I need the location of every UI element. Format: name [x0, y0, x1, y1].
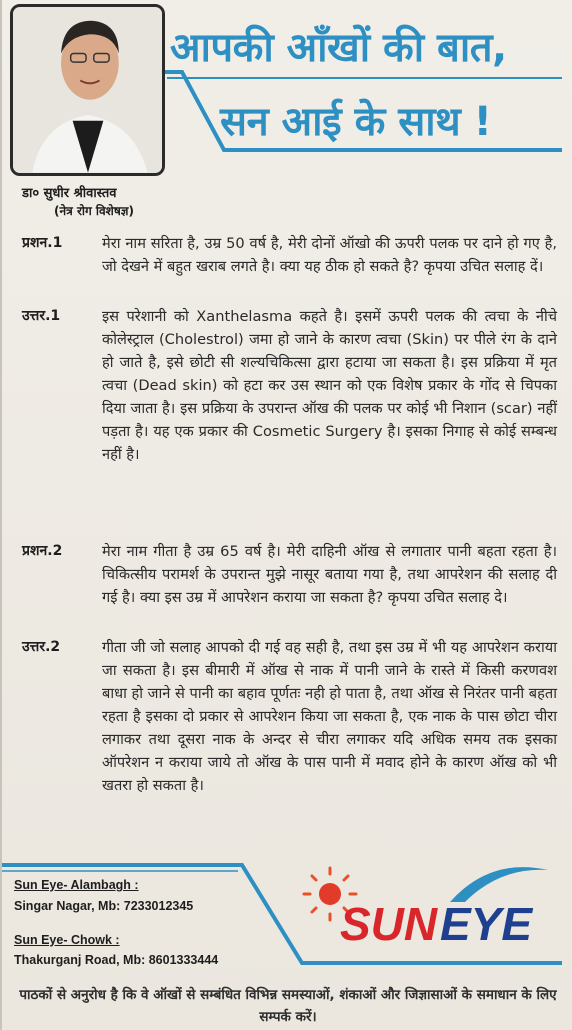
question-2-text: मेरा नाम गीता है उम्र 65 वर्ष है। मेरी दाहिनी ऑख से लगातार पानी बहता रहता है। चिकित्सीय परामर्श के उपरान्त मुझे नासूर बताया गया है, तथा आपरेशन की सलाह दी गई है। क्या इस उम्र में आपरेशन कराया जा सकता है? कृपया उचित सलाह दे। — [102, 543, 557, 606]
answer-1-label: उत्तर.1 — [22, 308, 61, 324]
answer-1 — [22, 305, 557, 466]
branch-1-address: Singar Nagar, Mb: 7233012345 — [14, 899, 194, 913]
question-1 — [22, 232, 557, 278]
doctor-photo — [10, 4, 165, 176]
answer-1-text: इस परेशानी को Xanthelasma कहते है। इसमें ऊपरी पलक की त्वचा के नीचे कोलेस्ट्राल (Cholestrol) जमा हो जाने के कारण त्वचा (Skin) पर पीले रंग के दाने हो जाते है, इसे छोटी सी शल्यचिकित्सा द्वारा हटाया जा सकता है। इस प्रक्रिया में मृत त्वचा (Dead skin) को हटा कर उस स्थान को एक विशेष प्रकार के गोंद से चिपका दिया जाता है। इस प्रक्रिया के उपरान्त ऑख की पलक पर कोई भी निशान (scar) नहीं पड़ता है। यह एक प्रकार की Cosmetic Surgery है। इसका निगाह से कोई सम्बन्ध नहीं है। — [102, 308, 557, 463]
branch-1-name: Sun Eye- Alambagh : — [14, 878, 139, 892]
branch-2-name: Sun Eye- Chowk : — [14, 933, 120, 947]
answer-2 — [22, 636, 557, 797]
headline-line-1: आपकी आँखों की बात, — [170, 25, 507, 71]
logo-word-sun: SUN — [340, 898, 438, 950]
doctor-specialty: (नेत्र रोग विशेषज्ञ) — [54, 204, 134, 218]
question-2-label: प्रशन.2 — [22, 543, 63, 559]
sun-eye-logo — [300, 862, 550, 952]
answer-2-text: गीता जी जो सलाह आपको दी गई वह सही है, तथा इस उम्र में भी यह आपरेशन कराया जा सकता है। इस बीमारी में ऑख से नाक में पानी जाने के रास्ते में किसी करणवश बाधा हो जाने से पानी का बहाव पूर्णतः नही हो पाता है, तथा ऑख से निरंतर पानी बहता रहता है इसका दो प्रकार से आपरेशन किया जा सकता है, एक नाक के पास छोटा चीरा लगाकर तथा दूसरा नाक के अन्दर से चीरा लगाकर यदि अधिक समय तक इसका ऑपरेशन न कराया जाये तो ऑख के पास पानी में मवाद होने के कारण ऑख को भी खतरा हो सकता है। — [102, 639, 557, 794]
headline-line-2: सन आई के साथ ! — [220, 99, 492, 145]
branch-2-address: Thakurganj Road, Mb: 8601333444 — [14, 953, 219, 967]
answer-2-label: उत्तर.2 — [22, 639, 61, 655]
doctor-portrait-image — [13, 7, 162, 173]
question-1-text: मेरा नाम सरिता है, उम्र 50 वर्ष है, मेरी दोनों ऑखो की ऊपरी पलक पर दाने हो गए है, जो देखने में बहुत खराब लगते है। क्या यह ठीक हो सकते है? कृपया उचित सलाह दें। — [102, 235, 557, 275]
logo-word-eye: EYE — [440, 898, 533, 950]
question-2 — [22, 540, 557, 609]
eye-swoosh-icon — [450, 867, 548, 902]
doctor-name: डा० सुधीर श्रीवास्तव — [22, 186, 117, 201]
reader-request-note: पाठकों से अनुरोध है कि वे ऑखों से सम्बंधित विभिन्न समस्याओं, शंकाओं और जिज्ञासाओं के समाधान के लिए सम्पर्क करें। — [19, 987, 557, 1025]
question-1-label: प्रशन.1 — [22, 235, 63, 251]
